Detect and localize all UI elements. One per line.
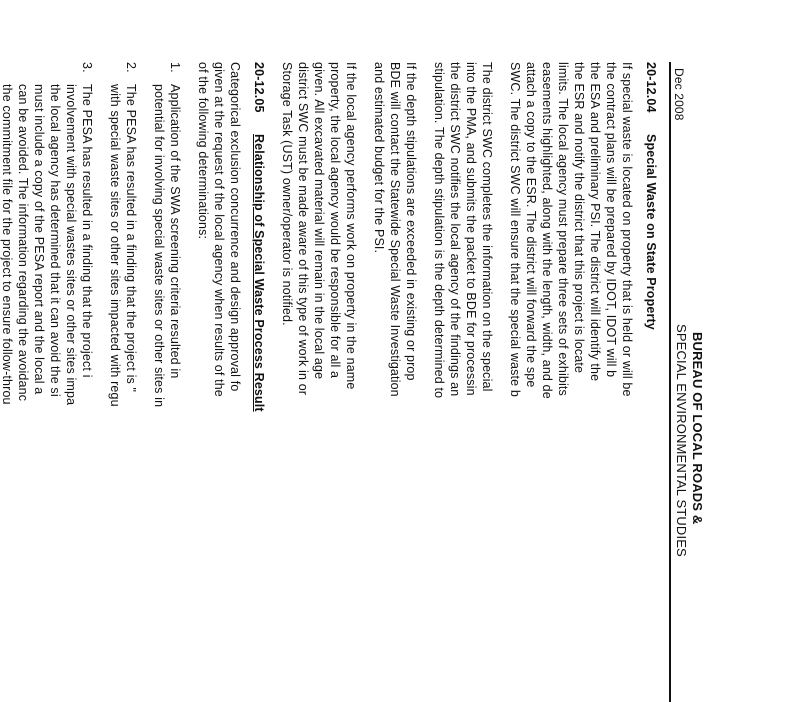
section-heading xyxy=(251,62,267,702)
list-number: 1. xyxy=(168,62,182,73)
paragraph: If special waste is located on property that is held or will be the contract plans will be prepared by IDOT, IDOT will b the ESA and preliminary PSI. The district will identify the the ESR and notify the district that this project is locate limits. The local agency must prepare three sets of exhibits easements highlighted, along with the length, width, and de attach a copy to the ESR. The district will forward the spe SWC. The district SWC will ensure that the special waste b xyxy=(508,62,634,399)
list-number: 2. xyxy=(124,62,138,73)
list-item xyxy=(107,62,139,702)
section-title: Special Waste on State Property xyxy=(644,134,658,330)
section-heading xyxy=(643,62,659,702)
list-text: Application of the SWA screening criteria resulted in potential for involving special waste sites or other sites in xyxy=(152,84,182,408)
document-body xyxy=(0,62,665,702)
paragraph: If the depth stipulations are exceeded in existing or prop BDE will contact the Statewide Special Waste Investigation and estimated budget for the PSI. xyxy=(372,62,418,397)
paragraph: Categorical exclusion concurrence and design approval fo given at the request of the local agency when results of the of the following determinations: xyxy=(196,62,242,397)
list-number: 3. xyxy=(80,62,94,73)
header-subtitle: SPECIAL ENVIRONMENTAL STUDIES xyxy=(674,324,689,557)
list-text: The PESA has resulted in a finding that the project is " with special waste sites or other sites impacted with regu xyxy=(108,84,138,407)
section-number: 20-12.05 xyxy=(252,62,266,113)
section-title: Relationship of Special Waste Process Result xyxy=(252,134,266,412)
paragraph: If the local agency performs work on property in the name property, the local agency would be responsible for all a given. All excavated material will remain in the local age district SWC must be made aware of this type of work in or Storage Task (UST) owner/operator is notified. xyxy=(280,62,358,396)
list-text: The PESA has resulted in a finding that the project i involvement with special wastes sites or other sites impa the local agency has determined that it can avoid the si must include a copy of the PESA report and the local a can be avoided. The information regarding the avoidanc the commitment file for the project to ensure follow-throu xyxy=(0,84,94,406)
rotated-document-page xyxy=(0,62,705,582)
header-title: BUREAU OF LOCAL ROADS & xyxy=(690,332,705,525)
list-item xyxy=(151,62,183,702)
header-rule xyxy=(669,62,671,702)
list-item xyxy=(0,62,95,702)
section-number: 20-12.04 xyxy=(644,62,658,113)
numbered-list xyxy=(0,62,183,702)
paragraph: The district SWC completes the information on the special into the PMA, and submits the packet to BDE for processin the district SWC notifies the local agency of the findings an stipulation. The depth stipulation is the depth determined to xyxy=(432,62,494,399)
header-date: Dec 2008 xyxy=(672,68,686,121)
